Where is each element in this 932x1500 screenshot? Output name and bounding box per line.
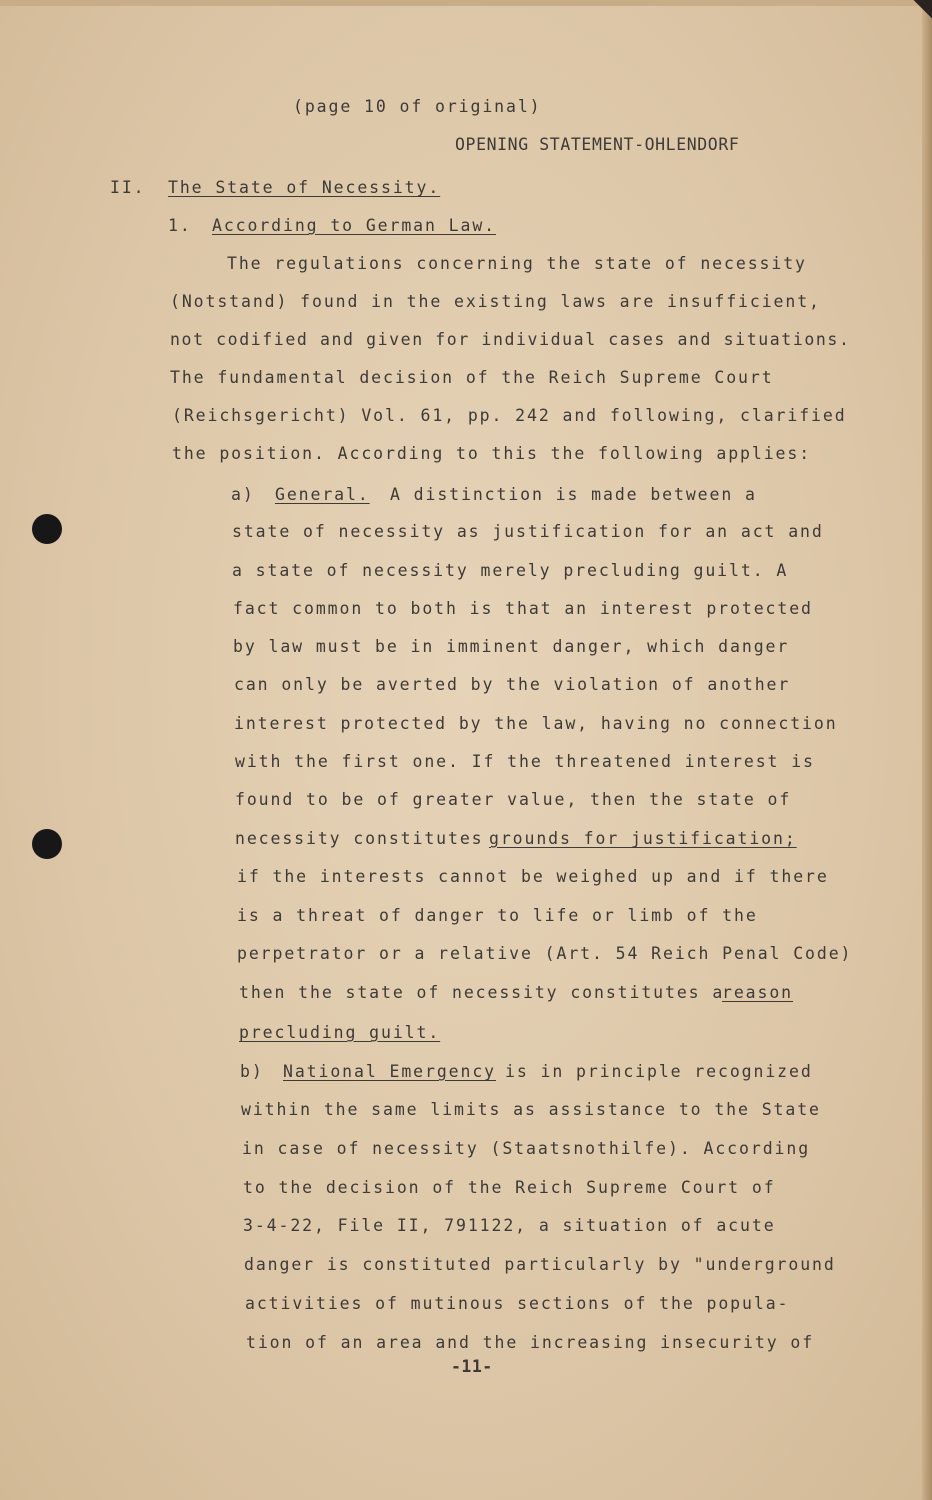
reason-term: reason xyxy=(722,983,794,1002)
para-a-line: perpetrator or a relative (Art. 54 Reich Penal Code) xyxy=(237,944,853,963)
section-number: II. xyxy=(110,178,146,197)
paper-top-edge xyxy=(0,0,932,6)
para-b-line: tion of an area and the increasing insecurity of xyxy=(246,1333,815,1352)
para-b-line: to the decision of the Reich Supreme Court of xyxy=(243,1178,776,1197)
justification-term: grounds for justification; xyxy=(489,829,797,848)
para-b-line: within the same limits as assistance to the State xyxy=(241,1100,821,1119)
para-a-line: is a threat of danger to life or limb of the xyxy=(237,906,758,925)
para-a-line: a state of necessity merely precluding guilt. A xyxy=(232,561,789,580)
original-page-reference: (page 10 of original) xyxy=(293,97,542,116)
page-number: -11- xyxy=(451,1357,493,1376)
intro-line: The regulations concerning the state of necessity xyxy=(227,254,807,273)
intro-line: not codified and given for individual cases and situations. xyxy=(170,330,851,349)
para-a-line: if the interests cannot be weighed up and if there xyxy=(237,867,829,886)
para-a-line: A distinction is made between a xyxy=(390,485,757,504)
para-a-line: state of necessity as justification for an act and xyxy=(232,522,824,541)
para-a-line: can only be averted by the violation of another xyxy=(234,675,791,694)
section-title: The State of Necessity. xyxy=(168,178,441,197)
para-a-line: necessity constitutes xyxy=(235,829,484,848)
intro-line: (Notstand) found in the existing laws are insufficient, xyxy=(170,292,821,311)
paper-right-edge xyxy=(922,0,932,1500)
para-a-line: by law must be in imminent danger, which danger xyxy=(233,637,790,656)
paper-corner-shadow xyxy=(906,0,932,26)
subsection-number: 1. xyxy=(168,216,192,235)
para-b-line: in case of necessity (Staatsnothilfe). According xyxy=(242,1139,811,1158)
para-a-line: interest protected by the law, having no connection xyxy=(234,714,838,733)
para-a-heading: General. xyxy=(275,485,370,504)
para-b-line: activities of mutinous sections of the popula- xyxy=(245,1294,790,1313)
para-b-heading: National Emergency xyxy=(283,1062,497,1081)
para-a-line: then the state of necessity constitutes a xyxy=(239,983,725,1002)
para-a-line: fact common to both is that an interest protected xyxy=(233,599,813,618)
intro-line: the position. According to this the following applies: xyxy=(172,444,812,463)
intro-line: (Reichsgericht) Vol. 61, pp. 242 and following, clarified xyxy=(172,406,847,425)
document-title: OPENING STATEMENT-OHLENDORF xyxy=(455,135,740,154)
para-a-line: with the first one. If the threatened interest is xyxy=(235,752,815,771)
para-a-line: found to be of greater value, then the state of xyxy=(235,790,792,809)
para-b-line: danger is constituted particularly by "underground xyxy=(244,1255,836,1274)
reason-term-continued: precluding guilt. xyxy=(239,1023,441,1042)
punch-hole xyxy=(32,514,62,544)
subsection-title: According to German Law. xyxy=(212,216,497,235)
para-a-marker: a) xyxy=(231,485,255,504)
para-b-marker: b) xyxy=(240,1062,264,1081)
intro-line: The fundamental decision of the Reich Supreme Court xyxy=(170,368,774,387)
para-b-line: is in principle recognized xyxy=(505,1062,813,1081)
para-b-line: 3-4-22, File II, 791122, a situation of acute xyxy=(243,1216,776,1235)
punch-hole xyxy=(32,829,62,859)
